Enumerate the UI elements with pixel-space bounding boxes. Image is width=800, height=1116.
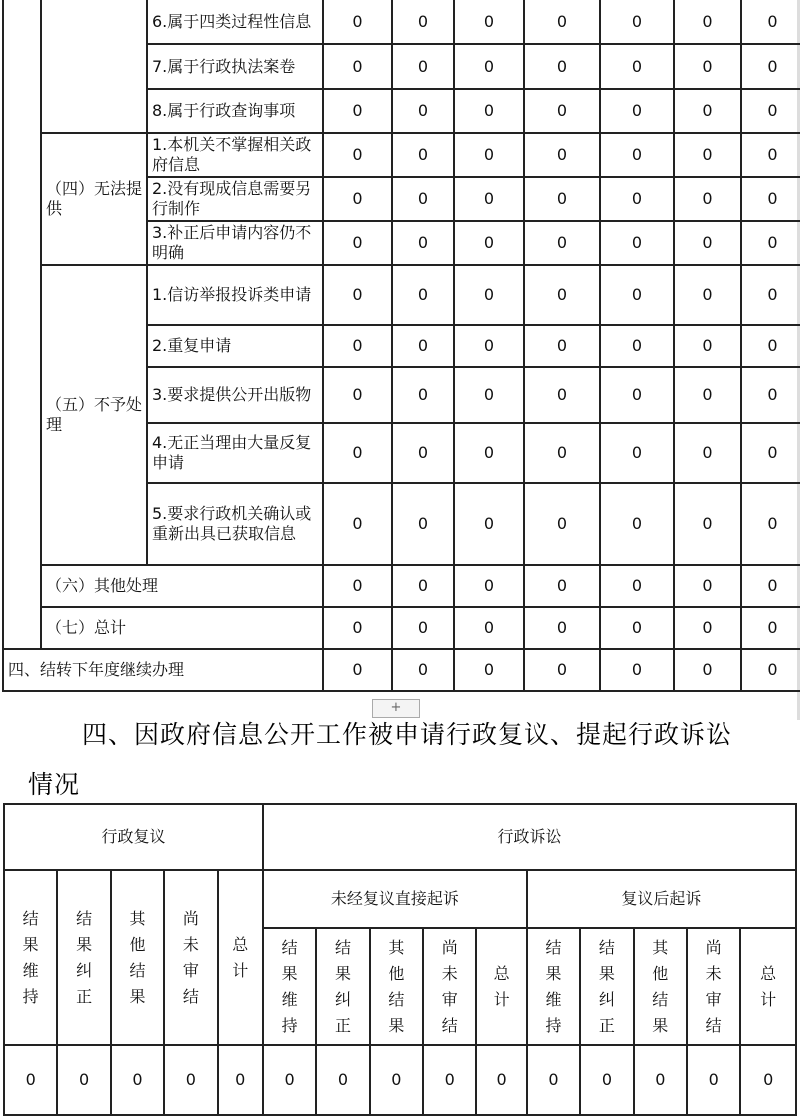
review-col-header [111, 870, 164, 1045]
add-row-marker[interactable]: + [372, 699, 420, 718]
review-col-header [164, 870, 217, 1045]
item-label: 6.属于四类过程性信息 [147, 0, 323, 44]
value-cell: 0 [674, 44, 741, 89]
value-cell: 0 [323, 565, 392, 607]
value-cell: 0 [524, 177, 600, 221]
value-cell: 0 [454, 483, 524, 565]
value-cell: 0 [454, 44, 524, 89]
review-col-label: 结果维持 [22, 908, 39, 1006]
review-col-label: 总计 [232, 934, 249, 980]
value-cell: 0 [323, 177, 392, 221]
value-cell: 0 [392, 483, 454, 565]
col-label: 尚未审结 [441, 937, 458, 1035]
item-label: 3.补正后申请内容仍不明确 [147, 221, 323, 265]
item-label: 5.要求行政机关确认或重新出具已获取信息 [147, 483, 323, 565]
table-row [3, 649, 800, 691]
value-cell: 0 [674, 133, 741, 177]
review-litigation-table [3, 803, 797, 1116]
value-cell: 0 [454, 423, 524, 483]
value-cell: 0 [674, 325, 741, 367]
value-cell: 0 [454, 367, 524, 423]
review-col-label: 结果纠正 [76, 908, 93, 1006]
total-label: （七）总计 [41, 607, 323, 649]
value-cell: 0 [454, 0, 524, 44]
review-col-header [57, 870, 110, 1045]
value-cell: 0 [741, 483, 800, 565]
value-cell: 0 [323, 367, 392, 423]
value-cell: 0 [423, 1045, 476, 1115]
value-cell: 0 [740, 1045, 796, 1115]
value-cell: 0 [263, 1045, 316, 1115]
value-cell: 0 [600, 265, 674, 325]
value-cell: 0 [674, 89, 741, 133]
value-cell: 0 [316, 1045, 369, 1115]
value-cell: 0 [323, 607, 392, 649]
value-cell: 0 [600, 607, 674, 649]
table-row [3, 607, 800, 649]
item-label: 4.无正当理由大量反复申请 [147, 423, 323, 483]
col-label: 其他结果 [388, 937, 405, 1035]
category-cell-continued [41, 0, 147, 133]
value-cell: 0 [674, 423, 741, 483]
value-cell: 0 [600, 0, 674, 44]
value-cell: 0 [370, 1045, 423, 1115]
table-row [3, 0, 800, 44]
value-cell: 0 [674, 565, 741, 607]
col-label: 结果纠正 [334, 937, 351, 1035]
value-cell: 0 [741, 44, 800, 89]
section-left-bar [3, 0, 41, 649]
value-cell: 0 [164, 1045, 217, 1115]
value-cell: 0 [454, 649, 524, 691]
other-processing-label: （六）其他处理 [41, 565, 323, 607]
value-cell: 0 [476, 1045, 526, 1115]
direct-col-header [316, 928, 369, 1045]
review-header: 行政复议 [4, 804, 263, 870]
value-cell: 0 [600, 325, 674, 367]
value-cell: 0 [674, 483, 741, 565]
value-cell: 0 [524, 565, 600, 607]
value-cell: 0 [600, 133, 674, 177]
value-cell: 0 [674, 221, 741, 265]
value-cell: 0 [392, 44, 454, 89]
col-label: 总计 [493, 963, 510, 1009]
value-cell: 0 [392, 221, 454, 265]
value-cell: 0 [57, 1045, 110, 1115]
item-label: 8.属于行政查询事项 [147, 89, 323, 133]
review-col-label: 其他结果 [129, 908, 146, 1006]
value-cell: 0 [741, 0, 800, 44]
value-cell: 0 [454, 177, 524, 221]
value-cell: 0 [454, 89, 524, 133]
item-label: 7.属于行政执法案卷 [147, 44, 323, 89]
value-cell: 0 [524, 649, 600, 691]
value-cell: 0 [323, 649, 392, 691]
value-cell: 0 [600, 423, 674, 483]
value-cell: 0 [392, 367, 454, 423]
item-label: 2.没有现成信息需要另行制作 [147, 177, 323, 221]
value-cell: 0 [218, 1045, 263, 1115]
statistics-table-continued [2, 0, 800, 692]
value-cell: 0 [600, 177, 674, 221]
value-cell: 0 [741, 565, 800, 607]
value-cell: 0 [323, 44, 392, 89]
value-cell: 0 [392, 265, 454, 325]
value-cell: 0 [741, 325, 800, 367]
value-cell: 0 [323, 221, 392, 265]
value-cell: 0 [600, 483, 674, 565]
value-cell: 0 [524, 367, 600, 423]
value-cell: 0 [524, 423, 600, 483]
value-cell: 0 [634, 1045, 687, 1115]
item-label: 3.要求提供公开出版物 [147, 367, 323, 423]
direct-col-header [263, 928, 316, 1045]
direct-col-header [476, 928, 526, 1045]
value-cell: 0 [524, 44, 600, 89]
value-cell: 0 [392, 177, 454, 221]
value-cell: 0 [674, 0, 741, 44]
table-row [3, 133, 800, 177]
value-cell: 0 [454, 607, 524, 649]
direct-col-header [423, 928, 476, 1045]
value-cell: 0 [674, 177, 741, 221]
section-heading-line2: 情况 [28, 770, 81, 799]
value-cell: 0 [392, 133, 454, 177]
value-cell: 0 [741, 367, 800, 423]
col-label: 尚未审结 [705, 937, 722, 1035]
value-cell: 0 [687, 1045, 740, 1115]
review-col-header [218, 870, 263, 1045]
value-cell: 0 [454, 565, 524, 607]
carryover-label: 四、结转下年度继续办理 [3, 649, 323, 691]
direct-header: 未经复议直接起诉 [263, 870, 527, 928]
value-cell: 0 [392, 325, 454, 367]
value-cell: 0 [392, 565, 454, 607]
review-col-header [4, 870, 57, 1045]
value-cell: 0 [392, 0, 454, 44]
value-cell: 0 [674, 649, 741, 691]
value-cell: 0 [524, 133, 600, 177]
value-cell: 0 [741, 607, 800, 649]
value-cell: 0 [524, 0, 600, 44]
col-label: 结果维持 [545, 937, 562, 1035]
after-col-header [740, 928, 796, 1045]
value-cell: 0 [111, 1045, 164, 1115]
value-cell: 0 [600, 89, 674, 133]
litigation-header: 行政诉讼 [263, 804, 796, 870]
value-cell: 0 [741, 423, 800, 483]
value-cell: 0 [600, 367, 674, 423]
value-cell: 0 [674, 265, 741, 325]
value-cell: 0 [323, 265, 392, 325]
value-cell: 0 [323, 325, 392, 367]
after-col-header [634, 928, 687, 1045]
after-col-header [687, 928, 740, 1045]
value-cell: 0 [524, 221, 600, 265]
value-cell: 0 [741, 133, 800, 177]
value-cell: 0 [741, 89, 800, 133]
value-cell: 0 [392, 423, 454, 483]
value-cell: 0 [674, 607, 741, 649]
value-cell: 0 [524, 483, 600, 565]
category-cannot-provide: （四）无法提供 [41, 133, 147, 265]
value-cell: 0 [524, 265, 600, 325]
item-label: 1.本机关不掌握相关政府信息 [147, 133, 323, 177]
review-col-label: 尚未审结 [182, 908, 199, 1006]
col-label: 结果维持 [281, 937, 298, 1035]
col-label: 总计 [760, 963, 777, 1009]
value-cell: 0 [524, 325, 600, 367]
value-cell: 0 [524, 607, 600, 649]
after-header: 复议后起诉 [527, 870, 796, 928]
value-cell: 0 [600, 221, 674, 265]
after-col-header [527, 928, 580, 1045]
value-cell: 0 [600, 44, 674, 89]
value-cell: 0 [741, 177, 800, 221]
value-cell: 0 [741, 265, 800, 325]
value-cell: 0 [741, 221, 800, 265]
value-cell: 0 [600, 649, 674, 691]
value-cell: 0 [323, 133, 392, 177]
section-heading-line1: 四、因政府信息公开工作被申请行政复议、提起行政诉讼 [82, 720, 733, 749]
after-col-header [580, 928, 633, 1045]
value-cell: 0 [323, 483, 392, 565]
value-cell: 0 [4, 1045, 57, 1115]
item-label: 1.信访举报投诉类申请 [147, 265, 323, 325]
table-row [3, 565, 800, 607]
col-label: 结果纠正 [598, 937, 615, 1035]
value-cell: 0 [392, 89, 454, 133]
value-cell: 0 [674, 367, 741, 423]
value-cell: 0 [323, 423, 392, 483]
value-cell: 0 [454, 133, 524, 177]
value-cell: 0 [600, 565, 674, 607]
value-cell: 0 [323, 89, 392, 133]
value-cell: 0 [454, 325, 524, 367]
value-cell: 0 [454, 221, 524, 265]
value-cell: 0 [524, 89, 600, 133]
value-cell: 0 [392, 649, 454, 691]
value-cell: 0 [454, 265, 524, 325]
direct-col-header [370, 928, 423, 1045]
col-label: 其他结果 [652, 937, 669, 1035]
value-cell: 0 [741, 649, 800, 691]
table-row [3, 265, 800, 325]
category-not-processed: （五）不予处理 [41, 265, 147, 565]
value-cell: 0 [392, 607, 454, 649]
value-cell: 0 [580, 1045, 633, 1115]
value-cell: 0 [323, 0, 392, 44]
item-label: 2.重复申请 [147, 325, 323, 367]
value-cell: 0 [527, 1045, 580, 1115]
